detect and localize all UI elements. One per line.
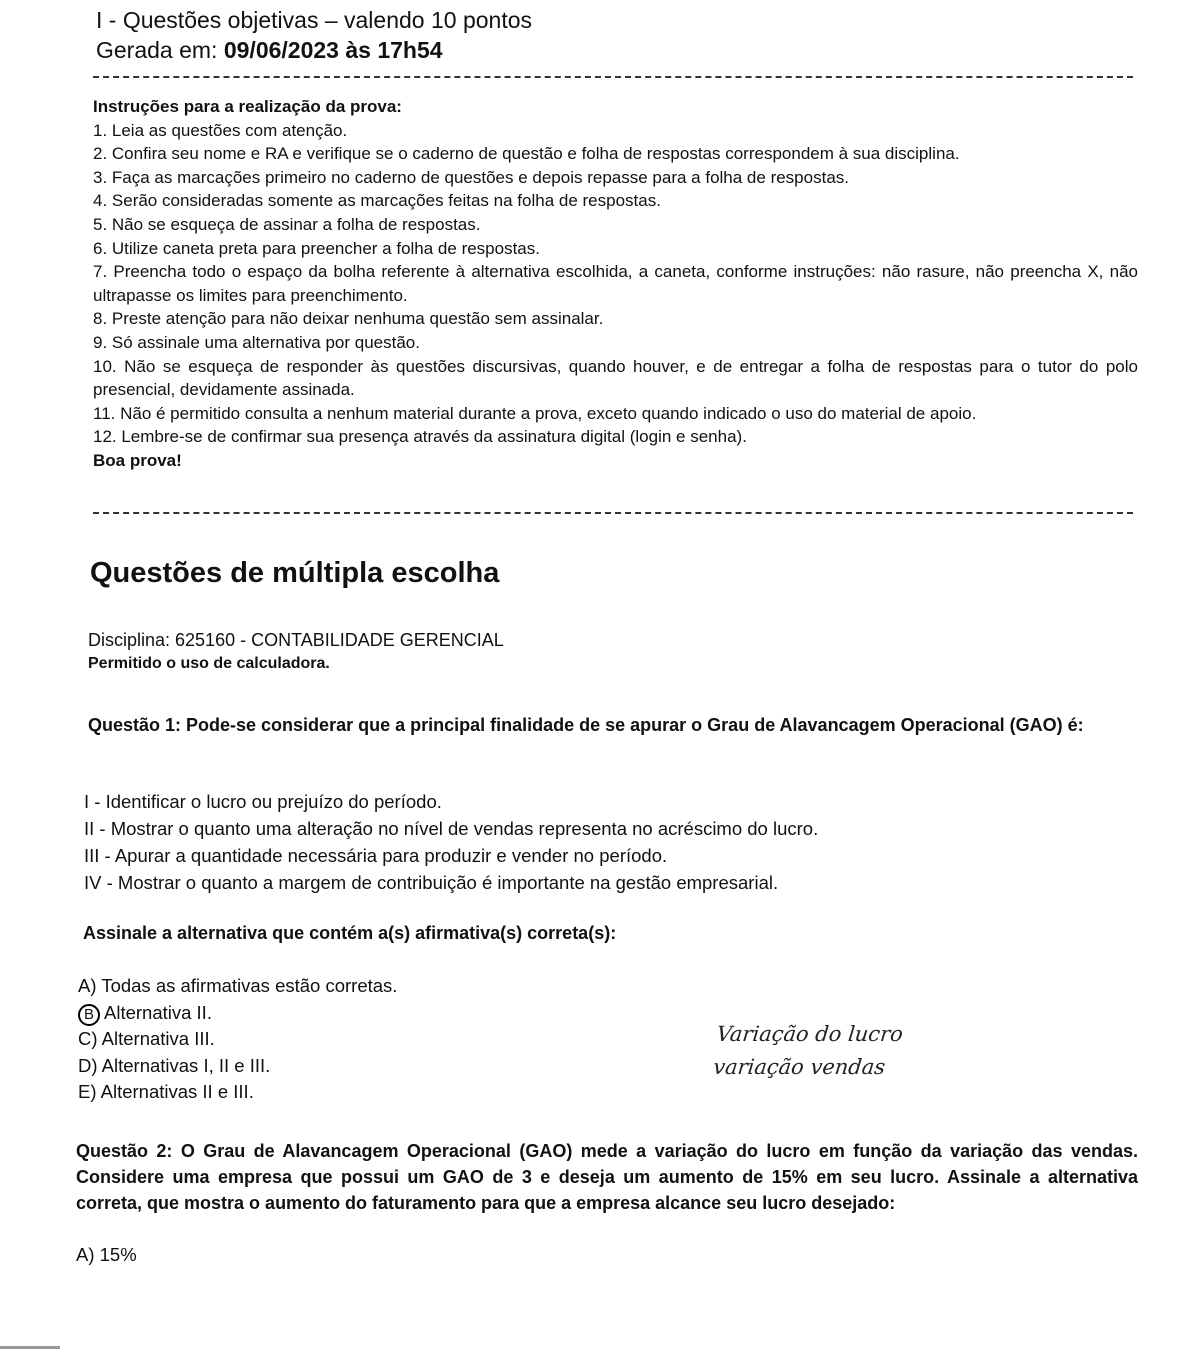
question-1-prompt: Assinale a alternativa que contém a(s) afirmativa(s) correta(s): (83, 923, 617, 943)
option-text: Alternativa III. (101, 1028, 215, 1049)
option-letter: A) (78, 975, 97, 996)
generated-value: 09/06/2023 às 17h54 (223, 37, 443, 63)
option-text: Alternativas I, II e III. (101, 1054, 271, 1076)
instructions-title: Instruções para a realização da prova: (93, 97, 402, 116)
handwritten-note (712, 1018, 905, 1084)
instruction-item: 6. Utilize caneta preta para preencher a folha de respostas. (93, 238, 540, 258)
statement: IV - Mostrar o quanto a margem de contribuição é importante na gestão empresarial. (84, 872, 779, 893)
instruction-item: 2. Confira seu nome e RA e verifique se o caderno de questão e folha de respostas correspondem à sua disciplina. (93, 144, 960, 164)
instruction-item: 12. Lembre-se de confirmar sua presença através da assinatura digital (login e senha). (93, 427, 747, 447)
question-1-statements (84, 788, 818, 896)
instruction-item: 5. Não se esqueça de assinar a folha de respostas. (93, 214, 481, 234)
instruction-item: 10. Não se esqueça de responder às questões discursivas, quando houver, e de entregar a folha de respostas para o tutor do polo presencial, devidamente assinada. (93, 356, 1138, 400)
discipline-info (88, 628, 504, 676)
divider (93, 76, 1133, 78)
option-text: Todas as afirmativas estão corretas. (101, 975, 398, 996)
statement: I - Identificar o lucro ou prejuízo do período. (84, 791, 442, 812)
instructions-closing: Boa prova! (93, 450, 182, 470)
option-c (78, 1026, 397, 1053)
question-2-options (76, 1242, 137, 1269)
option-text: Alternativas II e III. (100, 1081, 254, 1102)
handwritten-line: variação vendas (712, 1055, 887, 1079)
section-title: I - Questões objetivas – valendo 10 pontos (96, 7, 533, 33)
option-letter: C) (78, 1028, 98, 1049)
instructions (93, 95, 1138, 473)
option-text: 15% (99, 1244, 137, 1265)
statement: II - Mostrar o quanto uma alteração no nível de vendas representa no acréscimo do lucro. (84, 818, 819, 839)
option-a (78, 973, 397, 1000)
instruction-item: 4. Serão consideradas somente as marcações feitas na folha de respostas. (93, 191, 661, 211)
instruction-item: 11. Não é permitido consulta a nenhum material durante a prova, exceto quando indicado o uso do material de apoio. (93, 403, 977, 423)
handwritten-line: Variação do lucro (715, 1022, 905, 1046)
statement: III - Apurar a quantidade necessária para produzir e vender no período. (84, 845, 668, 866)
option-b-selected (78, 1000, 397, 1027)
scan-edge-mark (0, 1346, 60, 1349)
option-letter: E) (78, 1081, 97, 1102)
instruction-item: 3. Faça as marcações primeiro no caderno de questões e depois repasse para a folha de respostas. (93, 167, 849, 187)
option-d (78, 1053, 397, 1080)
generated-label: Gerada em: (96, 37, 224, 63)
divider (93, 512, 1133, 514)
instruction-item: 1. Leia as questões com atenção. (93, 120, 348, 140)
instruction-item: 8. Preste atenção para não deixar nenhuma questão sem assinalar. (93, 309, 604, 329)
question-1-options (78, 973, 397, 1106)
generated-date (96, 37, 443, 64)
option-text: Alternativa II. (104, 1001, 212, 1023)
question-1-text: Questão 1: Pode-se considerar que a principal finalidade de se apurar o Grau de Alavancagem Operacional (GAO) é: (88, 715, 1084, 735)
option-a (76, 1242, 137, 1269)
instruction-item: 9. Só assinale uma alternativa por questão. (93, 332, 420, 352)
question-2-text: Questão 2: O Grau de Alavancagem Operacional (GAO) mede a variação do lucro em função da variação das vendas. Considere uma empresa que possui um GAO de 3 e deseja um aumento de 15% em seu lucro. Assinale a alternativa correta, que mostra o aumento do faturamento para que a empresa alcance seu lucro desejado: (76, 1141, 1138, 1213)
option-e (78, 1079, 397, 1106)
discipline: Disciplina: 625160 - CONTABILIDADE GERENCIAL (88, 630, 504, 650)
circled-answer-mark: B (78, 1004, 100, 1026)
section-heading: Questões de múltipla escolha (90, 557, 500, 589)
option-letter: D) (78, 1054, 98, 1076)
instruction-item: 7. Preencha todo o espaço da bolha referente à alternativa escolhida, a caneta, conforme instruções: não rasure, não preencha X, não ultrapasse os limites para preenchimento. (93, 262, 1138, 305)
option-letter: A) (76, 1244, 95, 1265)
calculator-note: Permitido o uso de calculadora. (88, 655, 330, 672)
